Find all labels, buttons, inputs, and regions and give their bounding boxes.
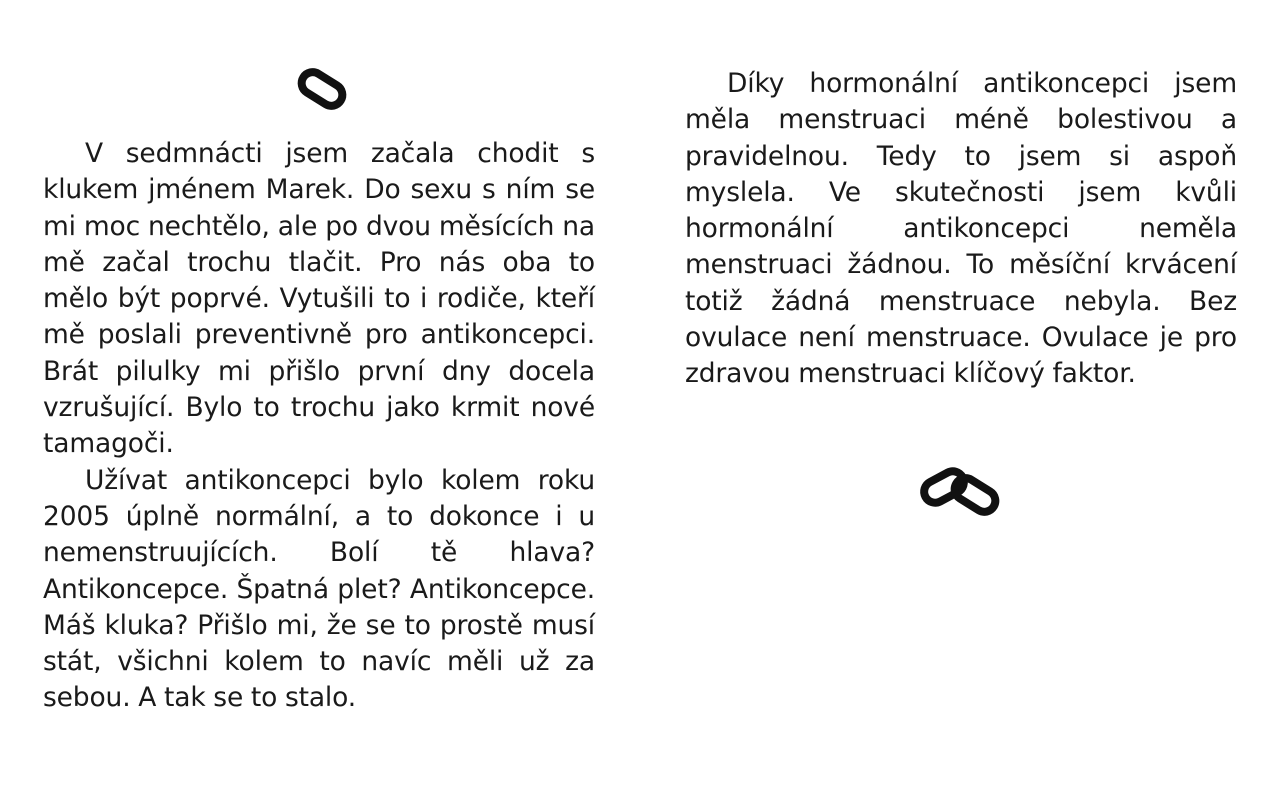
left-column <box>43 136 595 717</box>
paragraph-contraception-normal: Užívat antikoncepci bylo kolem roku 2005 úplně normální, a to dokonce i u nemenstruujících. Bolí tě hlava? Antikoncepce. Špatná plet? Antikoncepce. Máš kluka? Přišlo mi, že se to prostě musí stát, všichni kolem to navíc měli už za sebou. A tak se to stalo. <box>43 464 595 714</box>
chain-links-icon <box>917 462 1005 522</box>
paragraph-hormonal-menstruation: Díky hormonální antikoncepci jsem měla menstruaci méně bolestivou a pravidelnou. Tedy to jsem si aspoň myslela. Ve skutečnosti jsem kvůli hormonální antikoncepci neměla menstruaci žádnou. To měsíční krvácení totiž žádná menstruace nebyla. Bez ovulace není menstruace. Ovulace je pro zdravou menstruaci klíčový faktor. <box>685 68 1237 390</box>
paragraph-first-relationship: V sedmnácti jsem začala chodit s klukem jménem Marek. Do sexu s ním se mi moc nechtělo, ale po dvou měsících na mě začal trochu tlačit. Pro nás oba to mělo být poprvé. Vytušili to i rodiče, kteří mě poslali preventivně pro antikoncepci. Brát pilulky mi přišlo první dny docela vzrušující. Bylo to trochu jako krmit nové tamagoči. <box>43 138 595 460</box>
right-column <box>685 66 1237 393</box>
chain-link-icon <box>294 64 350 116</box>
